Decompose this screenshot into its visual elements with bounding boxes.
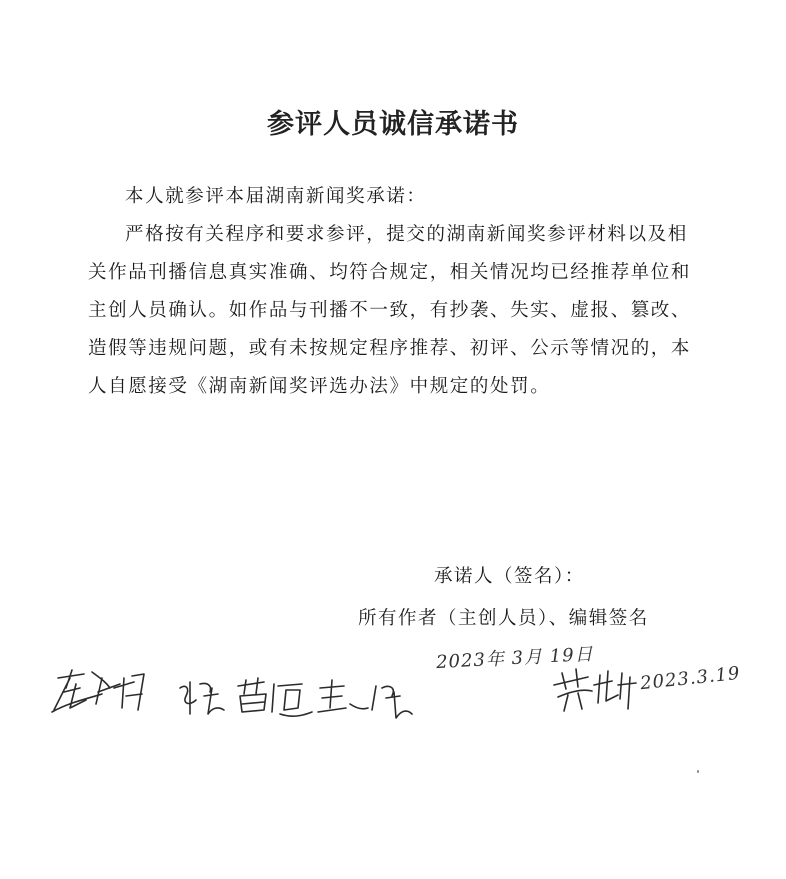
intro-paragraph: 本人就参评本届湖南新闻奖承诺： — [125, 186, 427, 207]
handwritten-date-right: 2023.3.19 — [639, 662, 742, 695]
handwritten-date: 2023年 3月 19日 — [435, 643, 595, 674]
commitment-paragraph: 严格按有关程序和要求参评，提交的湖南新闻奖参评材料以及相关作品刊播信息真实准确、均符合规定，相关情况均已经推荐单位和主创人员确认。如作品与刊播不一致，有抄袭、失实、虚报、篡改、造假等违规问题，或有未按规定程序推荐、初评、公示等情况的，本人自愿接受《湖南新闻奖评选办法》中规定的处罚。 — [88, 224, 692, 397]
document-body — [88, 178, 698, 406]
document-title: 参评人员诚信承诺书 — [267, 109, 519, 140]
promiser-label: 承诺人（签名）： — [434, 566, 585, 587]
paper-speck — [697, 770, 699, 773]
author-signatures — [40, 648, 420, 738]
authors-signature-label: 所有作者（主创人员）、编辑签名 — [358, 608, 649, 629]
